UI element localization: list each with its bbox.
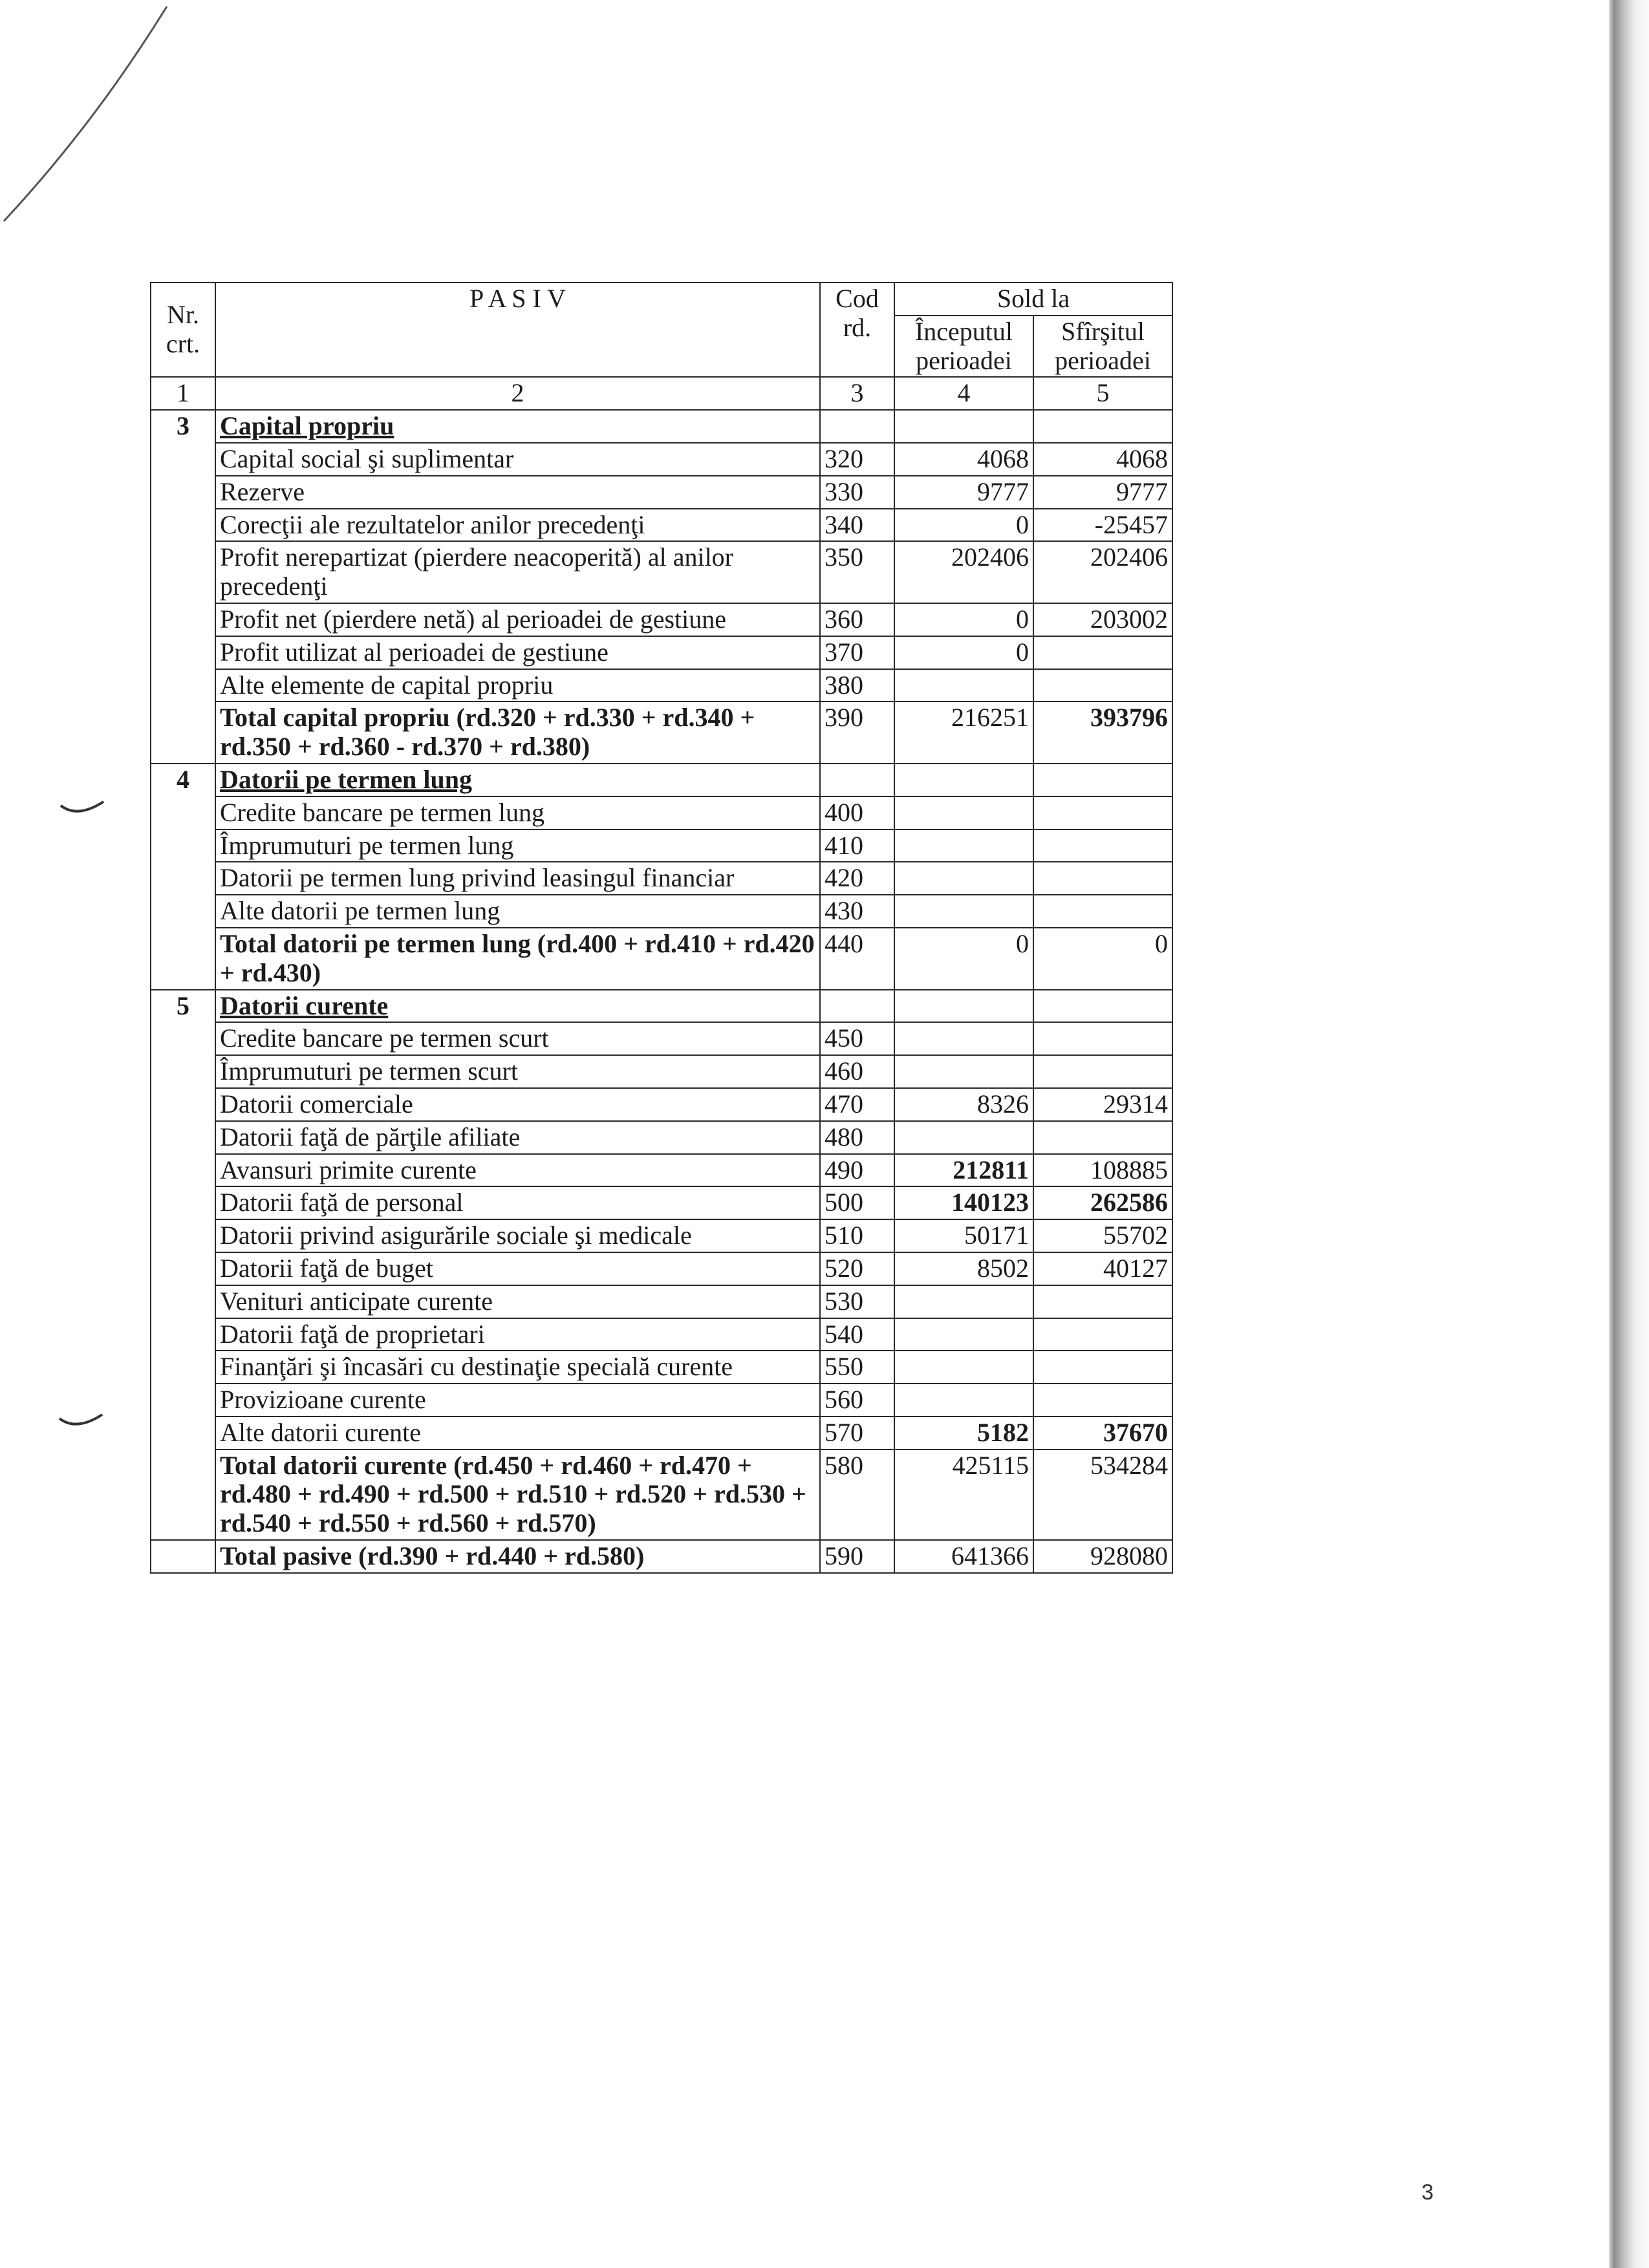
row-label: Provizioane curente — [215, 1384, 820, 1417]
table-row — [151, 862, 1172, 895]
header-inceputul-perioadei: Începutul perioadei — [894, 316, 1033, 378]
column-number: 3 — [820, 377, 894, 410]
row-value-end — [1033, 829, 1172, 862]
row-value-start: 641366 — [894, 1540, 1033, 1573]
row-value-start — [894, 1055, 1033, 1088]
row-value-end — [1033, 764, 1172, 797]
table-row — [151, 509, 1172, 542]
table-header-row — [151, 283, 1172, 316]
row-code: 380 — [820, 669, 894, 702]
grand-total-spacer — [151, 1540, 215, 1573]
row-value-start: 5182 — [894, 1417, 1033, 1450]
table-row — [151, 797, 1172, 829]
row-value-end — [1033, 1121, 1172, 1154]
table-row — [151, 1121, 1172, 1154]
row-code — [820, 764, 894, 797]
row-value-end: 108885 — [1033, 1154, 1172, 1187]
total-label: Total capital propriu (rd.320 + rd.330 + rd.340 + rd.350 + rd.360 - rd.370 + rd.380) — [215, 701, 820, 764]
row-value-start: 202406 — [894, 541, 1033, 603]
row-value-start: 50171 — [894, 1219, 1033, 1252]
row-label: Alte datorii pe termen lung — [215, 895, 820, 928]
column-number: 4 — [894, 377, 1033, 410]
row-value-end: 55702 — [1033, 1219, 1172, 1252]
row-label: Credite bancare pe termen scurt — [215, 1022, 820, 1055]
table-row — [151, 1022, 1172, 1055]
row-code: 570 — [820, 1417, 894, 1450]
row-value-start — [894, 1285, 1033, 1318]
row-value-end: 4068 — [1033, 443, 1172, 476]
row-label: Venituri anticipate curente — [215, 1285, 820, 1318]
page-number: 3 — [1421, 2180, 1434, 2205]
row-value-start: 0 — [894, 636, 1033, 669]
scan-artifact-line — [0, 0, 194, 233]
header-sfirsitul-perioadei: Sfîrşitul perioadei — [1033, 316, 1172, 378]
row-value-end: 29314 — [1033, 1088, 1172, 1121]
row-value-start: 0 — [894, 928, 1033, 990]
row-value-start — [894, 410, 1033, 443]
row-code: 400 — [820, 797, 894, 829]
scanner-edge-shadow — [1609, 0, 1649, 2268]
row-label: Profit nerepartizat (pierdere neacoperită) al anilor precedenţi — [215, 541, 820, 603]
row-label: Profit utilizat al perioadei de gestiune — [215, 636, 820, 669]
row-value-end — [1033, 1351, 1172, 1384]
row-code: 360 — [820, 603, 894, 636]
binder-hole-mark — [57, 1409, 109, 1435]
row-value-start — [894, 1318, 1033, 1351]
row-code: 560 — [820, 1384, 894, 1417]
table-row — [151, 669, 1172, 702]
row-code: 590 — [820, 1540, 894, 1573]
row-value-end — [1033, 1285, 1172, 1318]
row-label: Datorii privind asigurările sociale şi medicale — [215, 1219, 820, 1252]
row-value-end: 202406 — [1033, 541, 1172, 603]
table-row — [151, 1351, 1172, 1384]
row-value-start: 212811 — [894, 1154, 1033, 1187]
row-value-end: 928080 — [1033, 1540, 1172, 1573]
row-code: 480 — [820, 1121, 894, 1154]
row-value-start — [894, 862, 1033, 895]
row-label: Alte elemente de capital propriu — [215, 669, 820, 702]
row-label: Datorii pe termen lung privind leasingul financiar — [215, 862, 820, 895]
row-value-end — [1033, 895, 1172, 928]
section-title: Capital propriu — [215, 410, 820, 443]
section-total-row — [151, 701, 1172, 764]
row-value-start: 0 — [894, 509, 1033, 542]
row-value-end: 203002 — [1033, 603, 1172, 636]
row-value-end — [1033, 990, 1172, 1023]
row-label: Rezerve — [215, 476, 820, 509]
row-label: Finanţări şi încasări cu destinaţie specială curente — [215, 1351, 820, 1384]
section-title: Datorii curente — [215, 990, 820, 1023]
row-label: Corecţii ale rezultatelor anilor precedenţi — [215, 509, 820, 542]
row-code: 580 — [820, 1450, 894, 1540]
column-number: 5 — [1033, 377, 1172, 410]
row-value-end: 0 — [1033, 928, 1172, 990]
row-code: 410 — [820, 829, 894, 862]
header-sold-la: Sold la — [894, 283, 1172, 316]
row-value-start — [894, 829, 1033, 862]
row-label: Datorii faţă de părţile afiliate — [215, 1121, 820, 1154]
row-value-end — [1033, 797, 1172, 829]
row-label: Alte datorii curente — [215, 1417, 820, 1450]
section-title-row — [151, 764, 1172, 797]
section-title: Datorii pe termen lung — [215, 764, 820, 797]
row-value-start: 216251 — [894, 701, 1033, 764]
row-code: 370 — [820, 636, 894, 669]
section-total-row — [151, 928, 1172, 990]
table-row — [151, 443, 1172, 476]
table-row — [151, 1318, 1172, 1351]
row-label: Profit net (pierdere netă) al perioadei de gestiune — [215, 603, 820, 636]
row-value-end: 37670 — [1033, 1417, 1172, 1450]
row-code: 470 — [820, 1088, 894, 1121]
row-label: Datorii faţă de proprietari — [215, 1318, 820, 1351]
table-row — [151, 1417, 1172, 1450]
table-row — [151, 476, 1172, 509]
row-value-start: 0 — [894, 603, 1033, 636]
section-number: 4 — [151, 764, 215, 990]
row-value-end: -25457 — [1033, 509, 1172, 542]
table-row — [151, 1384, 1172, 1417]
row-code: 440 — [820, 928, 894, 990]
row-value-start: 425115 — [894, 1450, 1033, 1540]
row-code: 520 — [820, 1252, 894, 1285]
row-value-end: 393796 — [1033, 701, 1172, 764]
row-value-end — [1033, 410, 1172, 443]
row-value-end — [1033, 1055, 1172, 1088]
row-label: Împrumuturi pe termen lung — [215, 829, 820, 862]
row-code: 550 — [820, 1351, 894, 1384]
row-code: 530 — [820, 1285, 894, 1318]
row-value-start: 140123 — [894, 1186, 1033, 1219]
row-code: 490 — [820, 1154, 894, 1187]
table-row — [151, 1252, 1172, 1285]
row-label: Datorii comerciale — [215, 1088, 820, 1121]
row-value-start — [894, 1384, 1033, 1417]
row-code: 540 — [820, 1318, 894, 1351]
row-value-start — [894, 669, 1033, 702]
row-value-end — [1033, 862, 1172, 895]
table-row — [151, 1088, 1172, 1121]
row-value-end — [1033, 1384, 1172, 1417]
row-label: Avansuri primite curente — [215, 1154, 820, 1187]
row-value-start — [894, 895, 1033, 928]
row-value-start — [894, 1121, 1033, 1154]
row-code: 390 — [820, 701, 894, 764]
binder-hole-mark — [58, 797, 110, 822]
row-value-end — [1033, 669, 1172, 702]
table-row — [151, 1055, 1172, 1088]
row-code: 320 — [820, 443, 894, 476]
row-code: 430 — [820, 895, 894, 928]
row-label: Împrumuturi pe termen scurt — [215, 1055, 820, 1088]
row-label: Datorii faţă de buget — [215, 1252, 820, 1285]
row-value-start: 4068 — [894, 443, 1033, 476]
row-label: Capital social şi suplimentar — [215, 443, 820, 476]
row-value-start — [894, 1022, 1033, 1055]
table-row — [151, 603, 1172, 636]
row-value-start: 9777 — [894, 476, 1033, 509]
row-value-end: 9777 — [1033, 476, 1172, 509]
row-code: 450 — [820, 1022, 894, 1055]
row-code — [820, 990, 894, 1023]
row-code — [820, 410, 894, 443]
pasiv-table — [150, 282, 1173, 1574]
row-value-end: 534284 — [1033, 1450, 1172, 1540]
section-number: 5 — [151, 990, 215, 1541]
row-value-start: 8326 — [894, 1088, 1033, 1121]
row-value-end — [1033, 1318, 1172, 1351]
table-row — [151, 636, 1172, 669]
section-total-row — [151, 1450, 1172, 1540]
header-pasiv: P A S I V — [215, 283, 820, 377]
row-value-start — [894, 764, 1033, 797]
table-row — [151, 895, 1172, 928]
row-value-start: 8502 — [894, 1252, 1033, 1285]
header-nr-crt: Nr. crt. — [151, 283, 215, 377]
total-label: Total datorii pe termen lung (rd.400 + rd.410 + rd.420 + rd.430) — [215, 928, 820, 990]
section-title-row — [151, 990, 1172, 1023]
row-value-start — [894, 1351, 1033, 1384]
table-row — [151, 1219, 1172, 1252]
total-label: Total datorii curente (rd.450 + rd.460 + rd.470 + rd.480 + rd.490 + rd.500 + rd.510 + rd.520 + rd.530 + rd.540 + rd.550 + rd.560 + rd.570) — [215, 1450, 820, 1540]
table-row — [151, 1285, 1172, 1318]
grand-total-label: Total pasive (rd.390 + rd.440 + rd.580) — [215, 1540, 820, 1573]
row-value-end — [1033, 636, 1172, 669]
row-label: Credite bancare pe termen lung — [215, 797, 820, 829]
column-number: 2 — [215, 377, 820, 410]
row-value-end — [1033, 1022, 1172, 1055]
row-code: 460 — [820, 1055, 894, 1088]
row-value-start — [894, 797, 1033, 829]
section-title-row — [151, 410, 1172, 443]
row-code: 350 — [820, 541, 894, 603]
row-code: 340 — [820, 509, 894, 542]
row-code: 330 — [820, 476, 894, 509]
column-number-row — [151, 377, 1172, 410]
section-number: 3 — [151, 410, 215, 764]
row-label: Datorii faţă de personal — [215, 1186, 820, 1219]
row-code: 510 — [820, 1219, 894, 1252]
row-code: 500 — [820, 1186, 894, 1219]
table-row — [151, 1154, 1172, 1187]
row-value-end: 262586 — [1033, 1186, 1172, 1219]
table-row — [151, 541, 1172, 603]
header-cod-rd: Cod rd. — [820, 283, 894, 377]
row-value-end: 40127 — [1033, 1252, 1172, 1285]
table-row — [151, 829, 1172, 862]
table-row — [151, 1186, 1172, 1219]
grand-total-row — [151, 1540, 1172, 1573]
row-code: 420 — [820, 862, 894, 895]
row-value-start — [894, 990, 1033, 1023]
column-number: 1 — [151, 377, 215, 410]
